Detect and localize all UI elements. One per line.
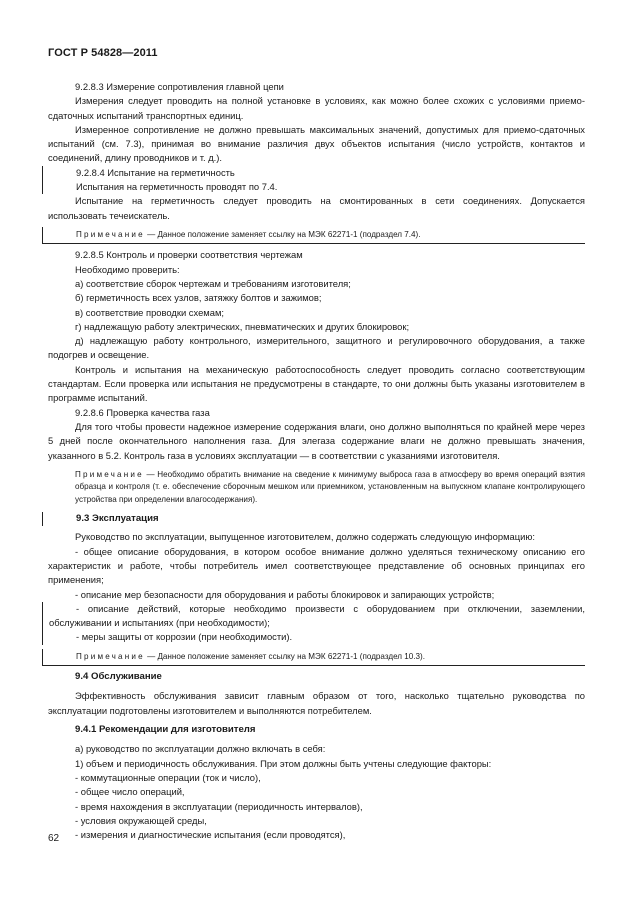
list-item: - общее число операций, bbox=[75, 786, 185, 798]
note-text: — Необходимо обратить внимание на сведение к минимуму выброса газа в атмосферу во время операций взятия образца и контроля (т. е. обеспечение сборочным мешком или приемником, установленным на выпускном клапане контролирующего устройства при определении влагосодержания). bbox=[75, 469, 585, 504]
paragraph: Испытания на герметичность проводят по 7.4. bbox=[76, 181, 278, 193]
section-9-4-1-title: 9.4.1 Рекомендации для изготовителя bbox=[75, 724, 256, 736]
note-text: — Данное положение заменяет ссылку на МЭК 62271-1 (подраздел 7.4). bbox=[144, 229, 421, 239]
list-item: 1) объем и периодичность обслуживания. При этом должны быть учтены следующие факторы: bbox=[75, 757, 492, 769]
section-9-3-title: 9.3 Эксплуатация bbox=[76, 513, 159, 525]
list-item: д) надлежащую работу контрольного, измерительного, защитного и регулировочного оборудования, а также подогрев и освещение. bbox=[48, 335, 585, 361]
list-item: - коммутационные операции (ток и число), bbox=[75, 771, 261, 783]
page-number: 62 bbox=[48, 833, 60, 844]
paragraph: Контроль и испытания на механическую работоспособность следует проводить согласно соответствующим стандартам. Если проверка или испытания не предусмотрены в стандарте, то они должны быть указаны изготовителем в программе испытаний. bbox=[48, 363, 585, 404]
section-9-4-title: 9.4 Обслуживание bbox=[75, 671, 162, 683]
note-label: Примечание bbox=[76, 229, 145, 239]
list-item: - время нахождения в эксплуатации (периодичность интервалов), bbox=[75, 800, 363, 812]
note-box bbox=[42, 649, 585, 666]
revision-bar-block bbox=[42, 602, 585, 645]
document-header: ГОСТ Р 54828—2011 bbox=[48, 47, 158, 59]
section-9-2-8-6-title: 9.2.8.6 Проверка качества газа bbox=[75, 406, 210, 418]
list-item: а) соответствие сборок чертежам и требованиям изготовителя; bbox=[75, 277, 351, 289]
list-item: а) руководство по эксплуатации должно включать в себя: bbox=[75, 743, 326, 755]
paragraph: Испытание на герметичность следует проводить на смонтированных в сети соединениях. Допускается использовать течеискатель. bbox=[48, 195, 585, 221]
paragraph: Необходимо проверить: bbox=[75, 263, 180, 275]
note-box bbox=[42, 227, 585, 244]
paragraph: Руководство по эксплуатации, выпущенное изготовителем, должно содержать следующую информацию: bbox=[75, 531, 535, 543]
paragraph: Измеренное сопротивление не должно превышать максимальных значений, допустимых для приемо-сдаточных испытаний (см. 7.3), принимая во внимание различия двух объектов испытания (число устройств, контактов и соединений, длину проводников и т. д.). bbox=[48, 123, 585, 164]
list-item: б) герметичность всех узлов, затяжку болтов и зажимов; bbox=[75, 292, 322, 304]
list-item: - описание действий, которые необходимо произвести с оборудованием при отключении, заземлении, обслуживании и испытаниях (при необходимости); bbox=[49, 602, 585, 629]
note bbox=[48, 469, 585, 506]
list-item: в) соответствие проводки схемам; bbox=[75, 306, 224, 318]
paragraph: Для того чтобы провести надежное измерение содержания влаги, оно должно выполняться по крайней мере через 5 дней после окончательного наполнения газа. Для элегаза содержание влаги не должно превышать значения, указанного в 5.2. Контроль газа в условиях эксплуатации — в соответствии с указаниями изготовителя. bbox=[48, 420, 585, 461]
note-label: Примечание bbox=[75, 469, 144, 479]
page-content bbox=[48, 80, 585, 842]
section-9-2-8-5-title: 9.2.8.5 Контроль и проверки соответствия чертежам bbox=[75, 249, 303, 261]
list-item: - измерения и диагностические испытания (если проводятся), bbox=[75, 829, 346, 841]
revision-bar-block bbox=[42, 166, 585, 195]
list-item: - меры защиты от коррозии (при необходимости). bbox=[76, 631, 293, 643]
note-label: Примечание bbox=[76, 651, 145, 661]
section-9-2-8-3-title: 9.2.8.3 Измерение сопротивления главной цепи bbox=[75, 81, 284, 92]
list-item: - общее описание оборудования, в котором особое внимание должно уделяться техническому описанию его характеристик и работе, чтобы потребитель имел соответствующее представление об основных принципах его применения; bbox=[48, 545, 585, 586]
section-9-2-8-4-title: 9.2.8.4 Испытание на герметичность bbox=[76, 166, 235, 178]
paragraph: Эффективность обслуживания зависит главным образом от того, насколько тщательно руководства по эксплуатации подготовлены изготовителем и выполняются потребителем. bbox=[48, 690, 585, 716]
paragraph: Измерения следует проводить на полной установке в условиях, как можно более схожих с условиями приемо-сдаточных испытаний транспортных единиц. bbox=[48, 95, 585, 121]
revision-bar-block bbox=[42, 512, 585, 526]
note-text: — Данное положение заменяет ссылку на МЭК 62271-1 (подраздел 10.3). bbox=[144, 651, 425, 661]
list-item: - условия окружающей среды, bbox=[75, 814, 207, 826]
list-item: г) надлежащую работу электрических, пневматических и других блокировок; bbox=[75, 320, 410, 332]
list-item: - описание мер безопасности для оборудования и работы блокировок и запирающих устройств; bbox=[75, 588, 495, 600]
